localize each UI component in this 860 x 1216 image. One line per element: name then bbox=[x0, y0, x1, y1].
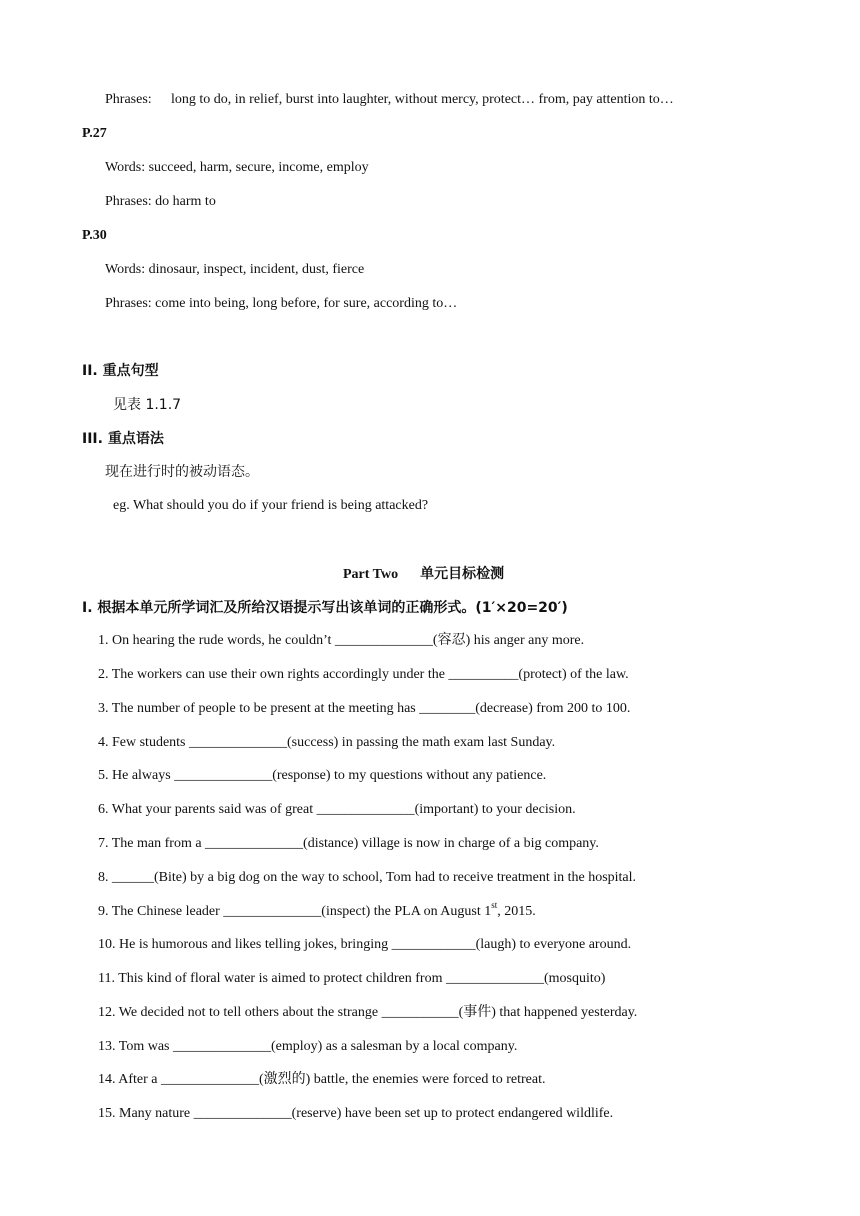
exercise-item: 8. ______(Bite) by a big dog on the way to school, Tom had to receive treatment in the hospital. bbox=[98, 870, 637, 885]
phrases-line-p27: Phrases: do harm to bbox=[105, 194, 216, 209]
exercise-item: 15. Many nature ______________(reserve) have been set up to protect endangered wildlife. bbox=[98, 1106, 614, 1121]
exercise-item: 10. He is humorous and likes telling jokes, bringing ____________(laugh) to everyone around. bbox=[98, 937, 632, 952]
exercise-item: 5. He always ______________(response) to my questions without any patience. bbox=[98, 768, 547, 783]
part-two-title bbox=[343, 565, 504, 584]
section-heading-key-sentences: II. 重点句型 bbox=[82, 363, 159, 379]
key-grammar-content: 现在进行时的被动语态。 bbox=[105, 464, 259, 480]
page-heading-p30: P.30 bbox=[82, 228, 107, 243]
exercise-item: 13. Tom was ______________(employ) as a salesman by a local company. bbox=[98, 1039, 518, 1054]
exercise-item bbox=[98, 900, 536, 921]
exercise-item: 14. After a ______________(激烈的) battle, the enemies were forced to retreat. bbox=[98, 1072, 546, 1087]
exercise-item: 4. Few students ______________(success) in passing the math exam last Sunday. bbox=[98, 735, 556, 750]
phrases-label: Phrases: bbox=[105, 92, 152, 107]
words-line-p30: Words: dinosaur, inspect, incident, dust, fierce bbox=[105, 262, 365, 277]
phrases-line bbox=[105, 91, 674, 109]
grammar-example: eg. What should you do if your friend is being attacked? bbox=[113, 498, 429, 513]
part-two-title-cn: 单元目标检测 bbox=[420, 566, 505, 582]
exercise-heading: I. 根据本单元所学词汇及所给汉语提示写出该单词的正确形式。(1′×20=20′) bbox=[82, 600, 568, 616]
words-line-p27: Words: succeed, harm, secure, income, employ bbox=[105, 160, 369, 175]
exercise-item: 11. This kind of floral water is aimed to protect children from ______________(mosquito) bbox=[98, 971, 606, 986]
exercise-item: 1. On hearing the rude words, he couldn’t ______________(容忍) his anger any more. bbox=[98, 633, 585, 648]
key-sentences-content: 见表 1.1.7 bbox=[113, 397, 182, 413]
exercise-item: 7. The man from a ______________(distance) village is now in charge of a big company. bbox=[98, 836, 599, 851]
ordinal-suffix: st bbox=[491, 900, 498, 911]
part-two-title-en: Part Two bbox=[343, 567, 399, 582]
phrases-line-p30: Phrases: come into being, long before, for sure, according to… bbox=[105, 296, 458, 311]
exercise-item: 2. The workers can use their own rights accordingly under the __________(protect) of the law. bbox=[98, 667, 629, 682]
exercise-item: 12. We decided not to tell others about the strange ___________(事件) that happened yesterday. bbox=[98, 1005, 638, 1020]
exercise-item: 6. What your parents said was of great ______________(important) to your decision. bbox=[98, 802, 576, 817]
page-heading-p27: P.27 bbox=[82, 126, 107, 141]
exercise-item-9-end: , 2015. bbox=[497, 904, 536, 919]
section-heading-key-grammar: III. 重点语法 bbox=[82, 431, 164, 447]
exercise-item-9-text: 9. The Chinese leader ______________(inspect) the PLA on August 1 bbox=[98, 904, 492, 919]
phrases-text: long to do, in relief, burst into laughter, without mercy, protect… from, pay attention to… bbox=[171, 92, 674, 107]
exercise-item: 3. The number of people to be present at the meeting has ________(decrease) from 200 to 100. bbox=[98, 701, 631, 716]
